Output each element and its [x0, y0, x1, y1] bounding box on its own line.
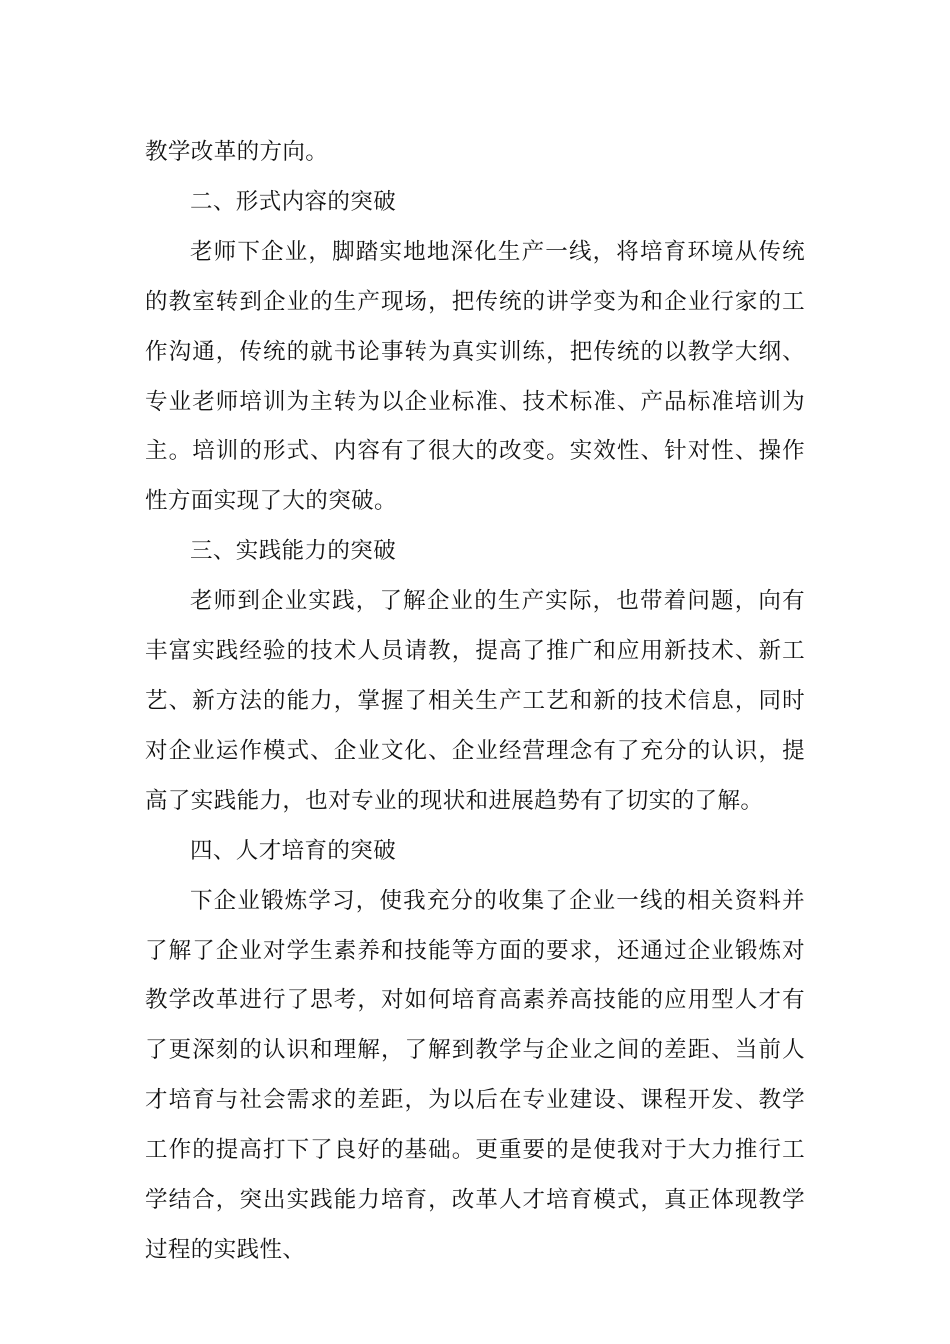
document-body [145, 128, 805, 1276]
section-heading-practice-ability: 三、实践能力的突破 [190, 538, 397, 565]
paragraph-form-content: 老师下企业，脚踏实地地深化生产一线，将培育环境从传统的教室转到企业的生产现场，把传统的讲学变为和企业行家的工作沟通，传统的就书论事转为真实训练，把传统的以教学大纲、专业老师培训为主转为以企业标准、技术标准、产品标准培训为主。培训的形式、内容有了很大的改变。实效性、针对性、操作性方面实现了大的突破。 [145, 238, 805, 515]
paragraph-practice-ability: 老师到企业实践，了解企业的生产实际，也带着问题，向有丰富实践经验的技术人员请教，提高了推广和应用新技术、新工艺、新方法的能力，掌握了相关生产工艺和新的技术信息，同时对企业运作模式、企业文化、企业经营理念有了充分的认识，提高了实践能力，也对专业的现状和进展趋势有了切实的了解。 [145, 588, 805, 814]
section-heading-talent-training: 四、人才培育的突破 [190, 837, 397, 864]
paragraph-talent-training: 下企业锻炼学习，使我充分的收集了企业一线的相关资料并了解了企业对学生素养和技能等方面的要求，还通过企业锻炼对教学改革进行了思考，对如何培育高素养高技能的应用型人才有了更深刻的认识和理解，了解到教学与企业之间的差距、当前人才培育与社会需求的差距，为以后在专业建设、课程开发、教学工作的提高打下了良好的基础。更重要的是使我对于大力推行工学结合，突出实践能力培育，改革人才培育模式，真正体现教学过程的实践性、 [145, 887, 805, 1263]
section-heading-form-content: 二、形式内容的突破 [190, 188, 397, 215]
paragraph-continuation: 教学改革的方向。 [145, 139, 329, 165]
